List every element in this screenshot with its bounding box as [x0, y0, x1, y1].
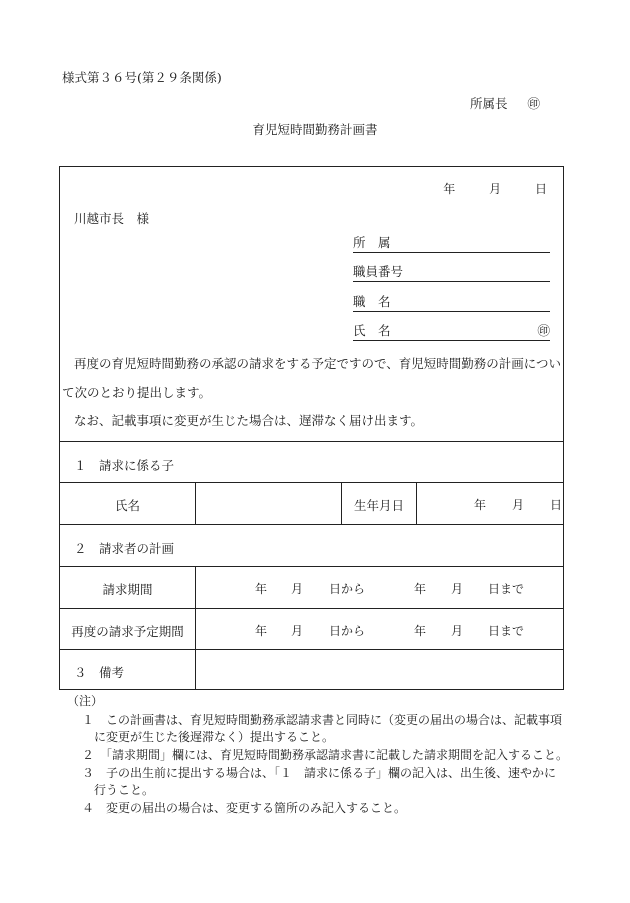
- employee-number-field[interactable]: [353, 265, 550, 282]
- body-line-2: て次のとおり提出します。: [62, 385, 212, 400]
- child-dob-input[interactable]: [417, 496, 565, 510]
- child-name-input[interactable]: [196, 483, 341, 524]
- dob-day: 日: [550, 498, 563, 512]
- request-period-label: 請求期間: [102, 582, 153, 597]
- affiliation-field[interactable]: [353, 236, 550, 253]
- remarks-input[interactable]: [196, 650, 565, 690]
- notes-header: （注）: [67, 694, 104, 708]
- chief-seal-icon: ㊞: [527, 96, 541, 111]
- planned-start-month: 月: [291, 624, 304, 638]
- dob-month: 月: [512, 498, 525, 512]
- note-4: ４ 変更の届出の場合は、変更する箇所のみ記入すること。: [82, 801, 407, 815]
- chief-label: 所属長: [470, 96, 508, 111]
- divider: [60, 441, 563, 442]
- note-3-line-1: ３ 子の出生前に提出する場合は、「１ 請求に係る子」欄の記入は、出生後、速やかに: [82, 766, 557, 780]
- request-period-input[interactable]: [196, 580, 565, 594]
- child-name-label: 氏名: [114, 498, 140, 513]
- dob-year: 年: [474, 498, 487, 512]
- employee-number-label: 職員番号: [353, 264, 404, 279]
- date-month: 月: [489, 182, 502, 196]
- divider: [60, 608, 563, 609]
- note-2: ２ 「請求期間」欄には、育児短時間勤務承認請求書に記載した請求期間を記入すること。: [82, 748, 569, 762]
- planned-period-input[interactable]: [196, 622, 565, 636]
- form-box: [59, 166, 564, 690]
- period-end-year: 年: [414, 582, 427, 596]
- submission-date[interactable]: [443, 180, 547, 197]
- section-child-heading: １ 請求に係る子: [74, 458, 175, 473]
- date-year: 年: [443, 182, 456, 196]
- note-3-line-2: 行うこと。: [94, 783, 155, 797]
- form-number: 様式第３６号(第２９条関係): [62, 70, 222, 85]
- applicant-seal-icon: ㊞: [537, 323, 550, 338]
- body-line-1: 再度の育児短時間勤務の承認の請求をする予定ですので、育児短時間勤務の計画につい: [74, 356, 562, 371]
- period-start-day: 日から: [329, 582, 366, 596]
- section-plan-heading: ２ 請求者の計画: [74, 541, 175, 556]
- affiliation-label: 所 属: [353, 235, 391, 250]
- name-label: 氏 名: [353, 323, 391, 338]
- child-dob-label: 生年月日: [353, 498, 404, 513]
- body-line-3: なお、記載事項に変更が生じた場合は、遅滞なく届け出ます。: [74, 413, 424, 428]
- planned-end-year: 年: [414, 624, 427, 638]
- period-end-month: 月: [451, 582, 464, 596]
- document-title: 育児短時間勤務計画書: [252, 122, 378, 137]
- remarks-label: ３ 備考: [74, 665, 125, 680]
- divider: [60, 566, 563, 567]
- planned-period-label: 再度の請求予定期間: [71, 624, 184, 639]
- position-label: 職 名: [353, 294, 391, 309]
- position-field[interactable]: [353, 295, 550, 312]
- planned-start-year: 年: [255, 624, 268, 638]
- chief-signature: [470, 94, 540, 112]
- addressee: 川越市長 様: [74, 211, 150, 226]
- planned-end-day: 日まで: [488, 624, 525, 638]
- date-day: 日: [534, 182, 547, 196]
- name-field[interactable]: [353, 324, 550, 341]
- planned-end-month: 月: [451, 624, 464, 638]
- period-start-month: 月: [291, 582, 304, 596]
- note-1-line-1: １ この計画書は、育児短時間勤務承認請求書と同時に（変更の届出の場合は、記載事項: [82, 713, 563, 727]
- divider: [60, 524, 563, 525]
- period-end-day: 日まで: [488, 582, 525, 596]
- period-start-year: 年: [255, 582, 268, 596]
- planned-start-day: 日から: [329, 624, 366, 638]
- note-1-line-2: に変更が生じた後遅滞なく）提出すること。: [94, 730, 335, 744]
